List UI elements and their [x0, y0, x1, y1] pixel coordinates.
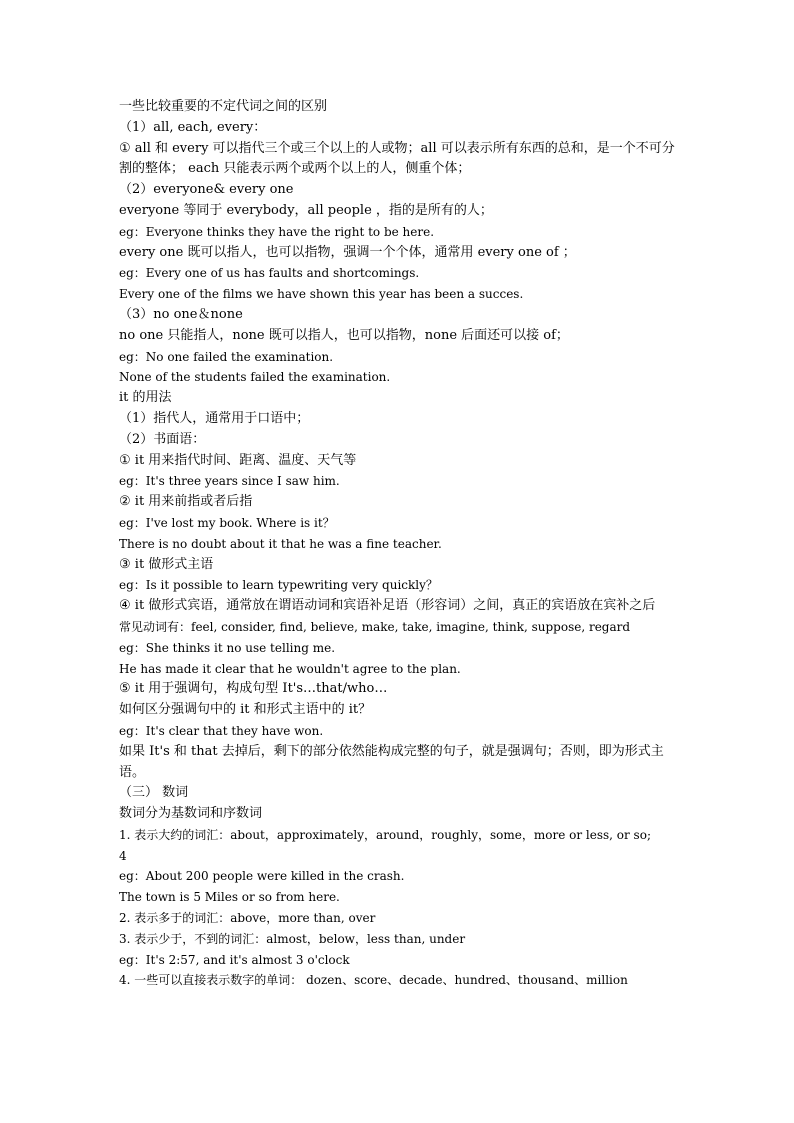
- text-line: ① it 用来指代时间、距离、温度、天气等: [119, 452, 357, 468]
- example-line: The town is 5 Miles or so from here.: [119, 890, 340, 905]
- document-body: [119, 97, 679, 991]
- text-line: no one 只能指人，none 既可以指人，也可以指物，none 后面还可以接 of；: [119, 327, 569, 343]
- text-line: every one 既可以指人，也可以指物，强调一个个体，通常用 every one of ；: [119, 244, 576, 260]
- text-paragraph: ① all 和 every 可以指代三个或三个以上的人或物；all 可以表示所有东西的总和，是一个不可分割的整体； each 只能表示两个或两个以上的人，侧重个体；: [119, 140, 675, 177]
- text-line: ② it 用来前指或者后指: [119, 494, 253, 510]
- example-line: eg：It's clear that they have won.: [119, 723, 324, 738]
- text-line: everyone 等同于 everybody，all people ，指的是所有的人；: [119, 202, 493, 218]
- text-line: 如何区分强调句中的 it 和形式主语中的 it？: [119, 702, 372, 718]
- example-line: eg：Every one of us has faults and shortcomings.: [119, 266, 420, 281]
- example-line: eg：No one failed the examination.: [119, 349, 334, 364]
- section-heading-numerals: （三） 数词: [119, 785, 189, 801]
- text-paragraph: ④ it 做形式宾语，通常放在谓语动词和宾语补足语（形容词）之间，真正的宾语放在宾补之后: [119, 598, 656, 614]
- example-line: eg：It's 2:57, and it's almost 3 o'clock: [119, 952, 350, 967]
- text-line: ③ it 做形式主语: [119, 556, 214, 572]
- text-line: ⑤ it 用于强调句，构成句型 It's…that/who…: [119, 681, 388, 697]
- example-line: eg：Everyone thinks they have the right to be here.: [119, 224, 435, 239]
- example-line: eg：Is it possible to learn typewriting very quickly？: [119, 578, 438, 593]
- example-line: eg：It's three years since I saw him.: [119, 474, 340, 489]
- example-line: None of the students failed the examination.: [119, 370, 391, 385]
- text-line: 3. 表示少于，不到的词汇：almost，below，less than, under: [119, 931, 466, 946]
- example-line: He has made it clear that he wouldn't agree to the plan.: [119, 661, 461, 676]
- text-paragraph: 如果 It's 和 that 去掉后，剩下的部分依然能构成完整的句子，就是强调句；否则，即为形式主语。: [119, 743, 664, 780]
- example-line: There is no doubt about it that he was a fine teacher.: [119, 536, 442, 551]
- example-line: eg：She thinks it no use telling me.: [119, 640, 336, 655]
- section-heading-it-usage: it 的用法: [119, 390, 172, 406]
- text-line: （1）指代人，通常用于口语中；: [119, 410, 310, 426]
- text-line: （3）no one＆none: [119, 306, 243, 322]
- text-line: 2. 表示多于的词汇：above，more than, over: [119, 911, 376, 926]
- section-heading-indefinite-pronouns: 一些比较重要的不定代词之间的区别: [119, 99, 328, 114]
- text-line: 4. 一些可以直接表示数字的单词： dozen、score、decade、hundred、thousand、million: [119, 973, 628, 988]
- text-line: 常见动词有：feel, consider, find, believe, make, take, imagine, think, suppose, regard: [119, 619, 631, 634]
- text-line: 4: [119, 848, 127, 863]
- example-line: eg：I've lost my book. Where is it？: [119, 515, 335, 530]
- text-line: （2）书面语：: [119, 431, 206, 447]
- text-line: （1）all, each, every：: [119, 119, 267, 135]
- example-line: eg：About 200 people were killed in the crash.: [119, 869, 405, 884]
- example-line: Every one of the films we have shown this year has been a succes.: [119, 287, 524, 302]
- text-line: 1. 表示大约的词汇：about，approximately，around，roughly，some，more or less, or so;: [119, 827, 651, 842]
- text-line: 数词分为基数词和序数词: [119, 806, 263, 822]
- text-line: （2）everyone& every one: [119, 182, 294, 198]
